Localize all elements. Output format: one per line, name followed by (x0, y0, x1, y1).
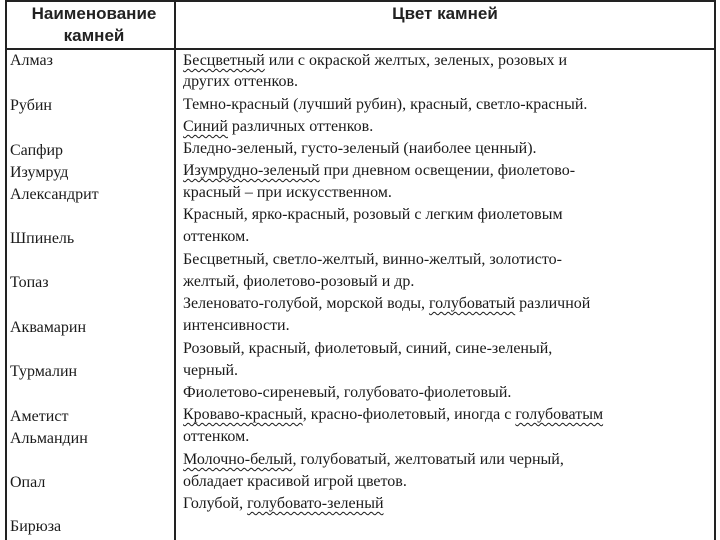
description-text: различной (515, 295, 591, 312)
color-description-line: Бесцветный, светло-желтый, винно-желтый, золотисто- (183, 251, 562, 268)
color-description-line: оттенком. (183, 228, 250, 245)
description-text: различных оттенков. (227, 118, 374, 135)
stone-name: Сапфир (10, 142, 64, 159)
spellcheck-word: голубовато-зеленый (247, 495, 384, 512)
spellcheck-word: Синий (183, 118, 228, 135)
color-description-line (183, 493, 713, 515)
color-description-line: обладает красивой игрой цветов. (183, 473, 407, 490)
stone-name: Изумруд (10, 164, 69, 181)
color-description-line: оттенком. (183, 428, 250, 445)
stone-name: Алмаз (10, 52, 53, 69)
column-divider (174, 0, 176, 540)
color-description-line: красный – при искусственном. (183, 184, 392, 201)
description-text: при дневном освещении, фиолетово- (319, 162, 576, 179)
spellcheck-word: Кроваво-красный (183, 406, 303, 423)
stone-name: Рубин (10, 97, 52, 114)
spellcheck-word: Молочно-белый (183, 451, 293, 468)
color-description-line: Бледно-зеленый, густо-зеленый (наиболее ценный). (183, 140, 537, 157)
stone-name: Топаз (10, 274, 49, 291)
stone-name: Бирюза (10, 518, 62, 535)
color-description-line (183, 293, 713, 315)
description-text: , голубоватый, желтоватый или черный, (292, 451, 564, 468)
spellcheck-word: Бесцветный (183, 52, 265, 69)
stone-name: Александрит (10, 186, 99, 203)
stone-name: Турмалин (10, 363, 78, 380)
color-description-line: Темно-красный (лучший рубин), красный, светло-красный. (183, 96, 588, 113)
color-description-line (183, 116, 713, 138)
color-description-line: Фиолетово-сиреневый, голубовато-фиолетовый. (183, 384, 512, 401)
header-color-column: Цвет камней (392, 4, 498, 23)
description-text: Зеленовато-голубой, морской воды, (183, 295, 429, 312)
table-border-top (5, 0, 716, 2)
spellcheck-word: Изумрудно-зеленый (183, 162, 320, 179)
stone-name: Аквамарин (10, 319, 87, 336)
stone-name: Аметист (10, 408, 69, 425)
color-description-line: интенсивности. (183, 317, 290, 334)
description-text: Голубой, (183, 495, 248, 512)
color-description-line: черный. (183, 362, 239, 379)
table-border-right (714, 0, 716, 540)
color-description-line (183, 160, 713, 182)
description-text: , красно-фиолетовый, иногда с (302, 406, 516, 423)
color-description-line: Розовый, красный, фиолетовый, синий, сине-зеленый, (183, 340, 553, 357)
color-description-line: других оттенков. (183, 73, 299, 90)
stone-name: Шпинель (10, 230, 75, 247)
table-border-left (5, 0, 7, 540)
header-name-column: Наименование камней (31, 4, 157, 45)
color-description-line (183, 404, 713, 426)
stone-name: Альмандин (10, 430, 88, 447)
description-text: или с окраской желтых, зеленых, розовых и (264, 52, 568, 69)
spellcheck-word: голубоватым (515, 406, 604, 423)
color-description-line: желтый, фиолетово-розовый и др. (183, 273, 415, 290)
spellcheck-word: голубоватый (428, 295, 516, 312)
color-description-line (183, 449, 713, 471)
color-description-line: Красный, ярко-красный, розовый с легким фиолетовым (183, 206, 563, 223)
color-description-line (183, 50, 713, 72)
stone-name: Опал (10, 474, 46, 491)
